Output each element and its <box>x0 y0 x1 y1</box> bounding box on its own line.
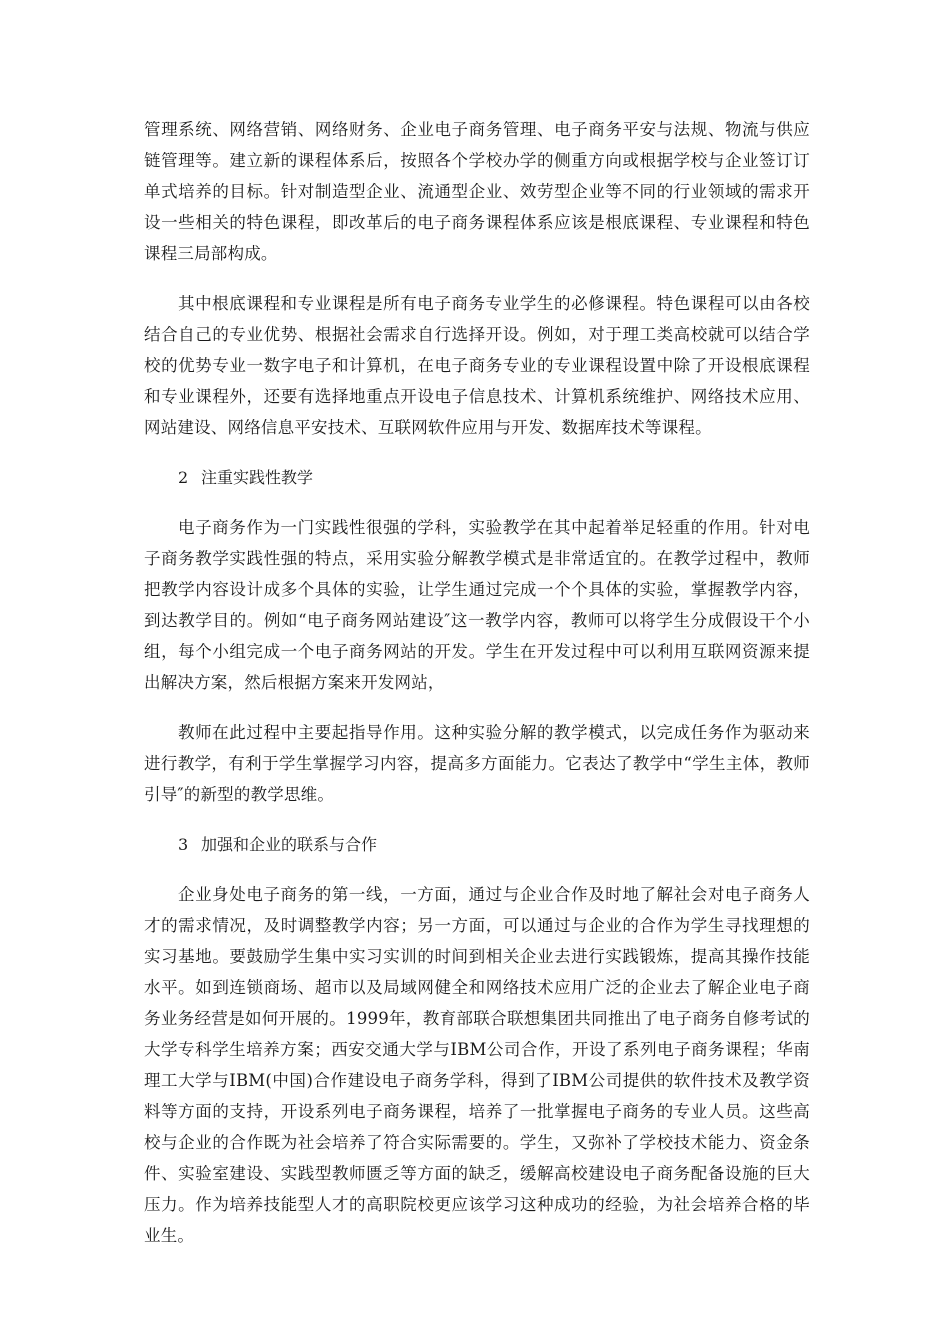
section-heading-cooperation <box>144 829 810 860</box>
section-title: 加强和企业的联系与合作 <box>201 835 378 854</box>
document-page <box>144 114 810 1270</box>
paragraph-enterprise-cooperation: 企业身处电子商务的第一线，一方面，通过与企业合作及时地了解社会对电子商务人才的需求情况，及时调整教学内容；另一方面，可以通过与企业的合作为学生寻找理想的实习基地。要鼓励学生集中实习实训的时间到相关企业去进行实践锻炼，提高其操作技能水平。如到连锁商场、超市以及局域网健全和网络技术应用广泛的企业去了解企业电子商务业务经营是如何开展的。1999年，教育部联合联想集团共同推出了电子商务自修考试的大学专科学生培养方案；西安交通大学与IBM公司合作，开设了系列电子商务课程；华南理工大学与IBM(中国)合作建设电子商务学科，得到了IBM公司提供的软件技术及教学资料等方面的支持，开设系列电子商务课程，培养了一批掌握电子商务的专业人员。这些高校与企业的合作既为社会培养了符合实际需要的。学生，又弥补了学校技术能力、资金条件、实验室建设、实践型教师匮乏等方面的缺乏，缓解高校建设电子商务配备设施的巨大压力。作为培养技能型人才的高职院校更应该学习这种成功的经验，为社会培养合格的毕业生。 <box>144 885 810 1245</box>
paragraph-core-courses: 其中根底课程和专业课程是所有电子商务专业学生的必修课程。特色课程可以由各校结合自己的专业优势、根据社会需求自行选择开设。例如，对于理工类高校就可以结合学校的优势专业一数字电子和计算机，在电子商务专业的专业课程设置中除了开设根底课程和专业课程外，还要有选择地重点开设电子信息技术、计算机系统维护、网络技术应用、网站建设、网络信息平安技术、互联网软件应用与开发、数据库技术等课程。 <box>144 294 810 437</box>
section-number: 3 <box>178 835 189 854</box>
section-title: 注重实践性教学 <box>201 468 314 487</box>
paragraph-experiment-teaching: 电子商务作为一门实践性很强的学科，实验教学在其中起着举足轻重的作用。针对电子商务教学实践性强的特点，采用实验分解教学模式是非常适宜的。在教学过程中，教师把教学内容设计成多个具体的实验，让学生通过完成一个个具体的实验，掌握教学内容，到达教学目的。例如“电子商务网站建设″这一教学内容，教师可以将学生分成假设干个小组，每个小组完成一个电子商务网站的开发。学生在开发过程中可以利用互联网资源来提出解决方案，然后根据方案来开发网站， <box>144 518 810 692</box>
section-heading-practice <box>144 462 810 493</box>
section-number: 2 <box>178 468 189 487</box>
paragraph-curriculum-list: 管理系统、网络营销、网络财务、企业电子商务管理、电子商务平安与法规、物流与供应链管理等。建立新的课程体系后，按照各个学校办学的侧重方向或根据学校与企业签订订单式培养的目标。针对制造型企业、流通型企业、效劳型企业等不同的行业领域的需求开设一些相关的特色课程，即改革后的电子商务课程体系应该是根底课程、专业课程和特色课程三局部构成。 <box>144 120 810 263</box>
paragraph-teacher-guidance: 教师在此过程中主要起指导作用。这种实验分解的教学模式，以完成任务作为驱动来进行教学，有利于学生掌握学习内容，提高多方面能力。它表达了教学中“学生主体，教师引导″的新型的教学思维。 <box>144 723 810 804</box>
